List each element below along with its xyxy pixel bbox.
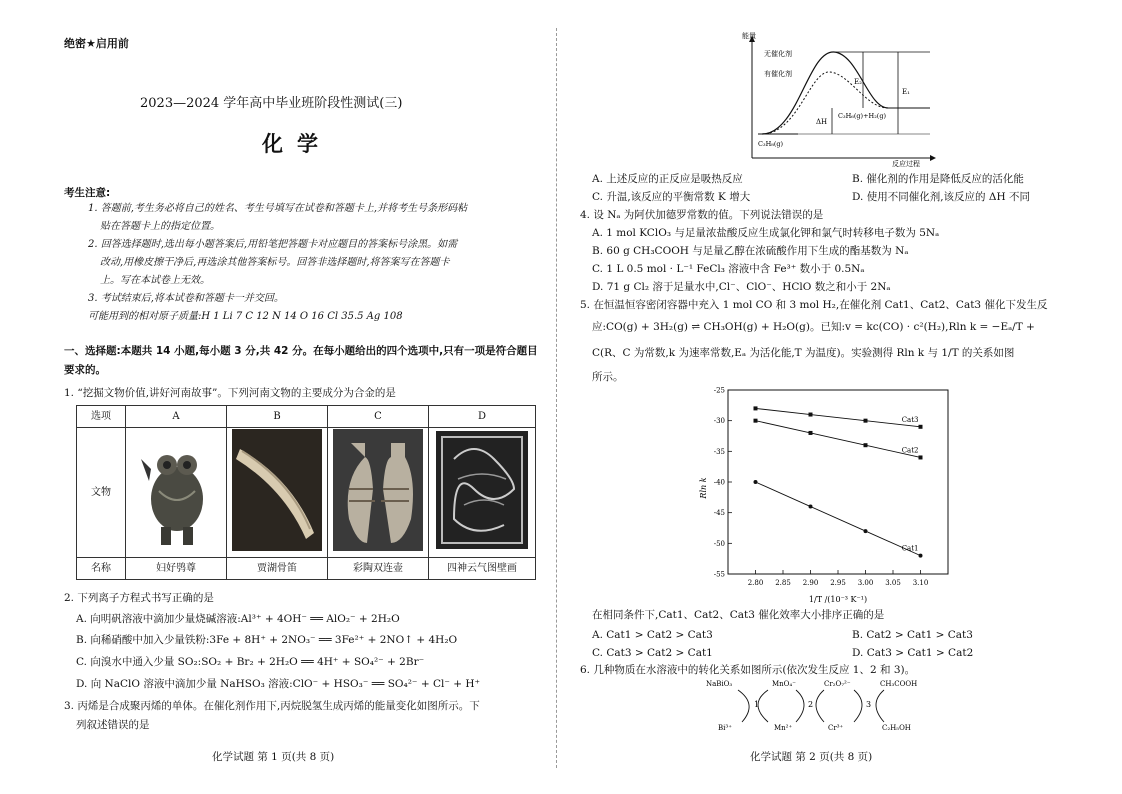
q2-option-d: D. 向 NaClO 溶液中滴加少量 NaHSO₃ 溶液:ClO⁻ + HSO₃⁻ ══ SO₄²⁻ + Cl⁻ + H⁺ [76, 678, 481, 690]
data-point-cat1 [919, 554, 923, 558]
table-header-label: 选项 [77, 406, 126, 428]
mural-image [434, 429, 530, 551]
chart-ylabel: Rln k [699, 477, 708, 499]
page-footer: 化学试题 第 1 页(共 8 页) [212, 751, 335, 763]
data-point-cat2 [809, 431, 813, 435]
relic-image-c [328, 428, 429, 558]
question-5: 5. 在恒温恒容密闭容器中充入 1 mol CO 和 3 mol H₂,在催化剂 Cat1、Cat2、Cat3 催化下发生反 [580, 299, 1048, 311]
x-tick-label: 3.05 [885, 579, 901, 587]
q3-option-c: C. 升温,该反应的平衡常数 K 增大 [592, 191, 751, 203]
y-tick-label: -55 [713, 570, 725, 579]
right-page [558, 0, 1122, 794]
notice-line: 改动,用橡皮擦干净后,再选涂其他答案标号。回答非选择题时,将答案写在答题卡 [100, 257, 450, 268]
question-2: 2. 下列离子方程式书写正确的是 [64, 592, 214, 604]
relic-image-d [429, 428, 536, 558]
relic-image-a [126, 428, 227, 558]
question-5-line3: C(R、C 为常数,k 为速率常数,Eₐ 为活化能,T 为温度)。实验测得 Rln k 与 1/T 的关系如图 [592, 347, 1015, 359]
chart-xlabel: 1/T /(10⁻³ K⁻¹) [808, 595, 868, 604]
column-b: B [227, 406, 328, 428]
series-label-cat1: Cat1 [901, 544, 919, 553]
q5-option-c: C. Cat3 > Cat2 > Cat1 [592, 647, 713, 659]
data-point-cat2 [864, 443, 868, 447]
x-tick-label: 2.95 [830, 579, 846, 587]
exam-subtitle: 2023—2024 学年高中毕业班阶段性测试(三) [140, 96, 403, 111]
owl-zun-image [131, 429, 221, 551]
cycle-top-3: Cr₂O₇²⁻ [824, 680, 851, 688]
reaction-cycle [698, 676, 938, 734]
question-4: 4. 设 Nₐ 为阿伏加德罗常数的值。下列说法错误的是 [580, 209, 824, 221]
column-d: D [429, 406, 536, 428]
bone-flute-image [232, 429, 322, 551]
notice-line: 1. 答题前,考生务必将自己的姓名、考生号填写在试卷和答题卡上,并将考生号条形码粘 [88, 203, 468, 214]
cycle-step-2: 2 [808, 700, 814, 709]
delta-h-label: ΔH [816, 118, 828, 126]
data-point-cat1 [809, 505, 813, 509]
table-row-label: 文物 [77, 428, 126, 558]
column-c: C [328, 406, 429, 428]
data-point-cat2 [919, 455, 923, 459]
y-tick-label: -40 [713, 478, 725, 487]
x-tick-label: 3.10 [912, 579, 929, 587]
relic-name-c: 彩陶双连壶 [328, 558, 429, 580]
product-label: C₃H₆(g)+H₂(g) [838, 112, 887, 120]
q2-option-c: C. 向溴水中通入少量 SO₂:SO₂ + Br₂ + 2H₂O ══ 4H⁺ + SO₄²⁻ + 2Br⁻ [76, 656, 425, 668]
q5-option-b: B. Cat2 > Cat1 > Cat3 [852, 629, 973, 641]
data-point-cat3 [754, 406, 758, 410]
cycle-bottom-3: Cr³⁺ [828, 724, 844, 732]
page-footer: 化学试题 第 2 页(共 8 页) [750, 751, 873, 763]
x-tick-label: 2.85 [775, 579, 791, 587]
notice-line: 上。写在本试卷上无效。 [100, 275, 210, 286]
notice-line: 2. 回答选择题时,选出每小题答案后,用铅笔把答题卡对应题目的答案标号涂黑。如需 [88, 239, 458, 250]
catalyst-label: 有催化剂 [764, 70, 792, 78]
data-point-cat1 [864, 529, 868, 533]
series-line-cat1 [756, 482, 921, 556]
question-5-ask: 在相同条件下,Cat1、Cat2、Cat3 催化效率大小排序正确的是 [592, 609, 885, 621]
series-label-cat2: Cat2 [901, 446, 919, 455]
column-a: A [126, 406, 227, 428]
energy-ylabel: 能量 [742, 32, 756, 40]
cycle-bottom-2: Mn²⁺ [774, 724, 793, 732]
section-heading: 一、选择题:本题共 14 小题,每小题 3 分,共 42 分。在每小题给出的四个选项中,只有一项是符合题目要求的。 [64, 345, 538, 376]
cycle-step-1: 1 [754, 700, 760, 709]
y-tick-label: -50 [713, 539, 725, 548]
question-6: 6. 几种物质在水溶液中的转化关系如图所示(依次发生反应 1、2 和 3)。 [580, 664, 916, 676]
x-tick-label: 2.80 [747, 579, 764, 587]
twin-pot-image [333, 429, 423, 551]
data-point-cat2 [754, 419, 758, 423]
question-5-line2: 应:CO(g) + 3H₂(g) ⇌ CH₃OH(g) + H₂O(g)。已知:v = kc(CO) · c²(H₂),Rln k = −Eₐ/T + [592, 321, 1035, 333]
question-5-line4: 所示。 [592, 371, 624, 383]
q4-option-d: D. 71 g Cl₂ 溶于足量水中,Cl⁻、ClO⁻、HClO 数之和小于 2Nₐ [592, 281, 891, 293]
confidential-label: 绝密★启用前 [64, 37, 129, 50]
q5-option-a: A. Cat1 > Cat2 > Cat3 [592, 629, 713, 641]
y-tick-label: -25 [713, 386, 725, 395]
x-tick-label: 2.90 [802, 579, 819, 587]
cycle-step-3: 3 [866, 700, 872, 709]
subject-title: 化学 [262, 132, 332, 156]
y-tick-label: -30 [713, 417, 725, 426]
y-tick-label: -45 [713, 509, 725, 518]
notice-line: 贴在答题卡上的指定位置。 [100, 221, 220, 232]
relic-table [76, 405, 536, 580]
data-point-cat3 [864, 419, 868, 423]
relic-name-d: 四神云气图壁画 [429, 558, 536, 580]
notice-line: 3. 考试结束后,将本试卷和答题卡一并交回。 [88, 293, 284, 304]
y-tick-label: -35 [713, 447, 725, 456]
e2-label: E₂ [854, 78, 862, 86]
left-page [0, 0, 556, 794]
no-catalyst-label: 无催化剂 [764, 50, 792, 58]
relic-name-a: 妇好鸮尊 [126, 558, 227, 580]
cycle-top-1: NaBiO₃ [706, 680, 733, 688]
q3-option-b: B. 催化剂的作用是降低反应的活化能 [852, 173, 1024, 185]
question-3-cont: 列叙述错误的是 [76, 719, 150, 731]
series-line-cat2 [756, 421, 921, 458]
data-point-cat1 [754, 480, 758, 484]
energy-xlabel: 反应过程 [892, 160, 920, 168]
rlnk-chart [698, 384, 958, 606]
relic-name-b: 贾湖骨笛 [227, 558, 328, 580]
question-3: 3. 丙烯是合成聚丙烯的单体。在催化剂作用下,丙烷脱氢生成丙烯的能量变化如图所示。下 [64, 700, 480, 712]
relic-image-b [227, 428, 328, 558]
reactant-label: C₃H₈(g) [758, 140, 784, 148]
table-name-label: 名称 [77, 558, 126, 580]
question-1: 1. “挖掘文物价值,讲好河南故事”。下列河南文物的主要成分为合金的是 [64, 387, 396, 399]
series-label-cat3: Cat3 [901, 415, 919, 424]
q3-option-d: D. 使用不同催化剂,该反应的 ΔH 不同 [852, 191, 1030, 203]
series-line-cat3 [756, 408, 921, 426]
x-tick-label: 3.00 [857, 579, 874, 587]
q4-option-a: A. 1 mol KClO₃ 与足量浓盐酸反应生成氯化钾和氯气时转移电子数为 5Nₐ [592, 227, 940, 239]
energy-diagram [738, 30, 938, 168]
cycle-bottom-1: Bi³⁺ [718, 724, 732, 732]
q4-option-c: C. 1 L 0.5 mol · L⁻¹ FeCl₃ 溶液中含 Fe³⁺ 数小于 0.5Nₐ [592, 263, 865, 275]
data-point-cat3 [809, 413, 813, 417]
q4-option-b: B. 60 g CH₃COOH 与足量乙醇在浓硫酸作用下生成的酯基数为 Nₐ [592, 245, 909, 257]
cycle-top-2: MnO₄⁻ [772, 680, 796, 688]
data-point-cat3 [919, 425, 923, 429]
atomic-masses: 可能用到的相对原子质量:H 1 Li 7 C 12 N 14 O 16 Cl 35.5 Ag 108 [88, 311, 403, 322]
e1-label: E₁ [902, 88, 910, 96]
notice-heading: 考生注意: [64, 187, 111, 199]
cycle-top-4: CH₃COOH [880, 680, 918, 688]
q2-option-a: A. 向明矾溶液中滴加少量烧碱溶液:Al³⁺ + 4OH⁻ ══ AlO₂⁻ + 2H₂O [76, 613, 400, 625]
q5-option-d: D. Cat3 > Cat1 > Cat2 [852, 647, 974, 659]
q3-option-a: A. 上述反应的正反应是吸热反应 [592, 173, 743, 185]
q2-option-b: B. 向稀硝酸中加入少量铁粉:3Fe + 8H⁺ + 2NO₃⁻ ══ 3Fe²⁺ + 2NO↑ + 4H₂O [76, 634, 458, 646]
cycle-bottom-4: C₂H₅OH [882, 724, 911, 732]
